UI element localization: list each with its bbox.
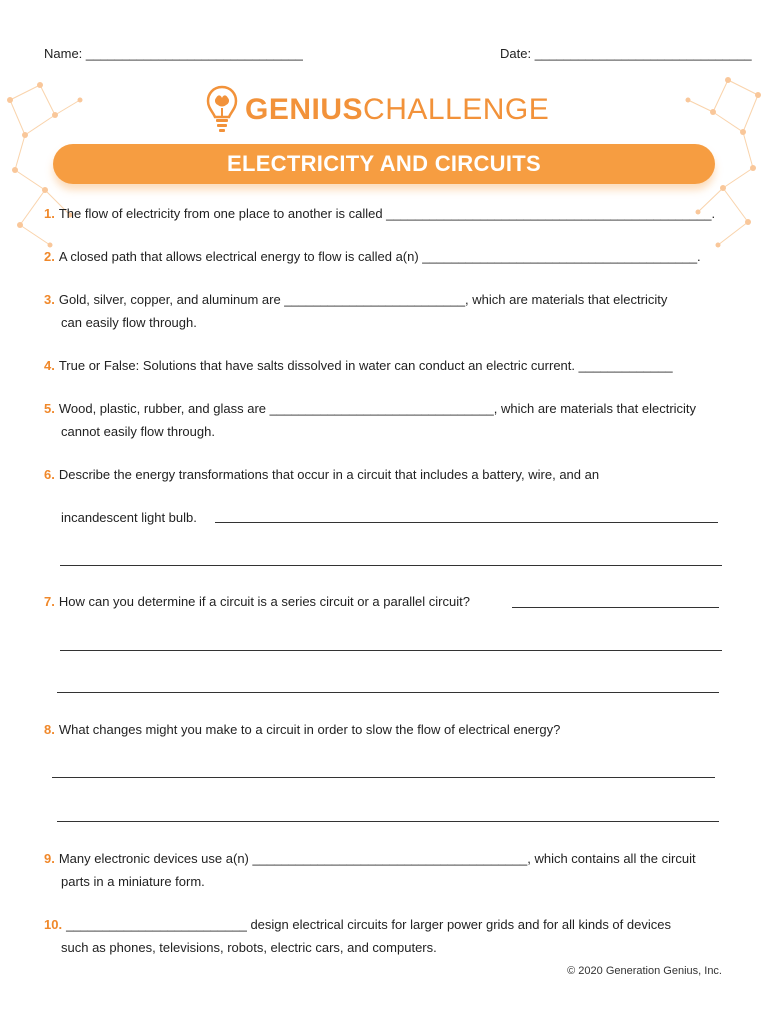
question-10 <box>44 913 671 936</box>
answer-line[interactable] <box>52 777 715 778</box>
question-number: 1. <box>44 206 55 221</box>
brand-logo <box>205 82 549 138</box>
answer-line[interactable] <box>60 565 722 566</box>
question-2 <box>44 245 701 268</box>
question-text: Describe the energy transformations that occur in a circuit that includes a battery, wire, and an <box>58 467 600 482</box>
question-number: 6. <box>44 467 55 482</box>
question-number: 5. <box>44 401 55 416</box>
copyright-notice: © 2020 Generation Genius, Inc. <box>567 965 722 977</box>
question-6-continuation: incandescent light bulb. <box>61 510 197 525</box>
answer-line[interactable] <box>57 692 719 693</box>
brand-wordmark <box>245 95 549 125</box>
worksheet-title: ELECTRICITY AND CIRCUITS <box>227 151 541 176</box>
question-number: 8. <box>44 722 55 737</box>
question-number: 10. <box>44 917 63 932</box>
question-4 <box>44 354 673 377</box>
question-10-continuation: such as phones, televisions, robots, electric cars, and computers. <box>61 940 437 955</box>
brand-light: CHALLENGE <box>363 93 550 126</box>
answer-line[interactable] <box>215 522 718 523</box>
question-number: 7. <box>44 594 55 609</box>
question-8 <box>44 718 560 741</box>
question-number: 4. <box>44 358 55 373</box>
question-text: _________________________ design electrical circuits for larger power grids and for all kinds of devices <box>66 917 671 932</box>
question-6 <box>44 463 599 486</box>
question-5-continuation: cannot easily flow through. <box>61 424 215 439</box>
question-text: True or False: Solutions that have salts dissolved in water can conduct an electric current. _____________ <box>58 358 673 373</box>
question-3 <box>44 288 667 311</box>
question-7 <box>44 590 470 613</box>
question-text: How can you determine if a circuit is a series circuit or a parallel circuit? <box>58 594 470 609</box>
question-text: What changes might you make to a circuit in order to slow the flow of electrical energy? <box>58 722 561 737</box>
date-blank: ______________________________ <box>534 46 752 61</box>
question-1 <box>44 202 715 225</box>
date-label: Date: <box>500 46 532 61</box>
brand-bold: GENIUS <box>245 93 364 126</box>
name-label: Name: <box>44 46 83 61</box>
question-text: A closed path that allows electrical energy to flow is called a(n) ______________________________________. <box>58 249 701 264</box>
question-5 <box>44 397 696 420</box>
title-banner <box>53 144 715 184</box>
question-9-continuation: parts in a miniature form. <box>61 874 205 889</box>
answer-line[interactable] <box>512 607 719 608</box>
question-text: Gold, silver, copper, and aluminum are _________________________, which are materials that electricity <box>58 292 668 307</box>
question-text: The flow of electricity from one place to another is called _____________________________________________. <box>58 206 716 221</box>
question-text: Wood, plastic, rubber, and glass are _______________________________, which are materials that electricity <box>58 401 697 416</box>
name-blank: ______________________________ <box>85 46 303 61</box>
question-number: 9. <box>44 851 55 866</box>
question-3-continuation: can easily flow through. <box>61 315 197 330</box>
question-text: Many electronic devices use a(n) ______________________________________, which contains all the circuit <box>58 851 696 866</box>
answer-line[interactable] <box>60 650 722 651</box>
answer-line[interactable] <box>57 821 719 822</box>
question-number: 3. <box>44 292 55 307</box>
lightbulb-brain-icon <box>205 84 239 136</box>
question-number: 2. <box>44 249 55 264</box>
question-9 <box>44 847 696 870</box>
